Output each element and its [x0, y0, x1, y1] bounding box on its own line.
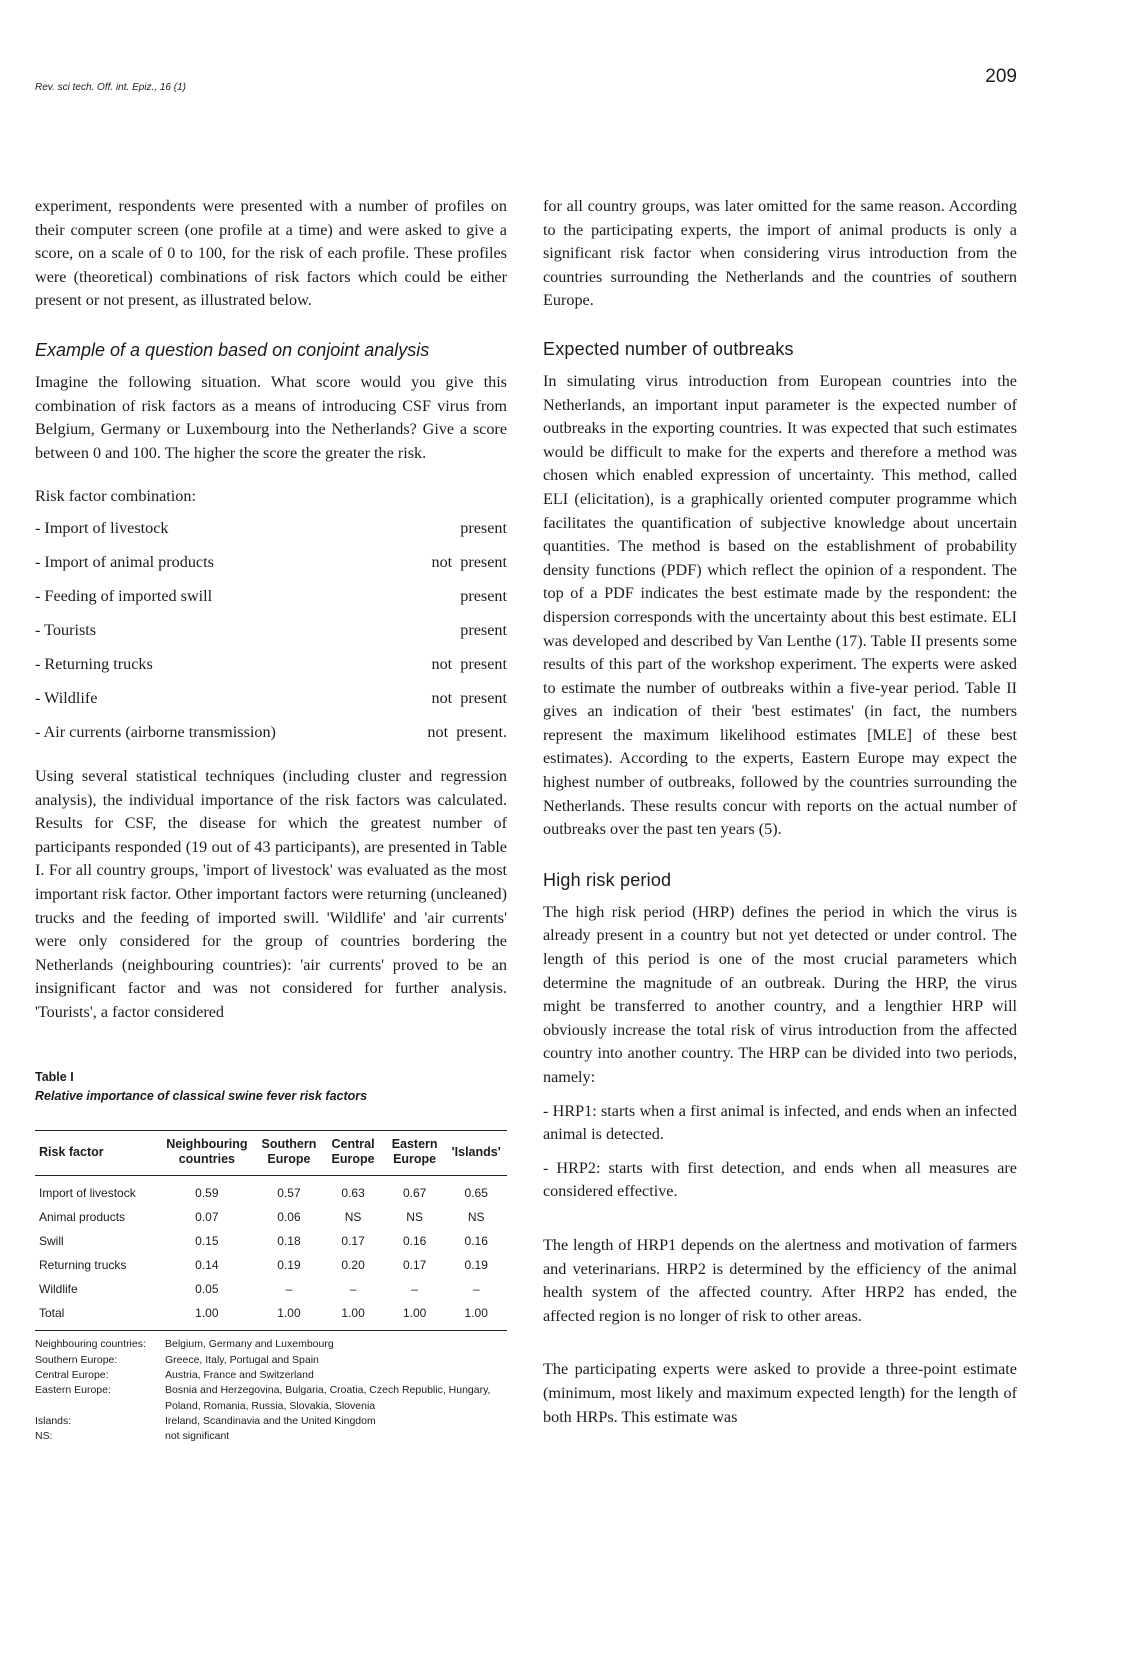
- table-cell: 0.16: [402, 1234, 427, 1249]
- table-cell: Swill: [39, 1234, 64, 1249]
- table-cell: 0.65: [464, 1186, 488, 1201]
- risk-factor-item: [35, 517, 507, 551]
- footnote-key: Islands:: [35, 1414, 72, 1427]
- column-header: Eastern Europe: [384, 1131, 446, 1176]
- table-cell: –: [411, 1282, 418, 1297]
- paragraph: The high risk period (HRP) defines the period in which the virus is already present in a country but not yet detected or under control. The length of this period is one of the most crucial parameters which determine the magnitude of an outbreak. During the HRP, the virus might be transferred to another country, and a lengthier HRP will obviously increase the total risk of virus introduction from the affected country into another country. The HRP can be divided into two periods, namely:: [543, 902, 1017, 1086]
- footnote-value: Greece, Italy, Portugal and Spain: [165, 1353, 319, 1366]
- paragraph: Imagine the following situation. What score would you give this combination of risk factors as a means of introducing CSF virus from Belgium, Germany or Luxembourg into the Netherlands? Give a score between 0 and 100. The higher the score the greater the risk.: [35, 372, 507, 462]
- footnote-key: Eastern Europe:: [35, 1384, 111, 1397]
- footnote-value: Austria, France and Switzerland: [165, 1369, 314, 1382]
- table-cell: 0.20: [341, 1258, 365, 1273]
- table-cell: 0.63: [341, 1186, 365, 1201]
- risk-factor-status: not present.: [427, 722, 507, 741]
- table-cell: NS: [406, 1210, 423, 1225]
- table-header-row: [35, 1131, 507, 1176]
- risk-factor-label: - Import of animal products: [35, 552, 214, 571]
- footnote-key: Southern Europe:: [35, 1353, 118, 1366]
- table-title: Relative importance of classical swine fever risk factors: [35, 1089, 368, 1104]
- table-cell: 0.19: [464, 1258, 488, 1273]
- right-column: [543, 195, 1017, 1429]
- table-cell: 1.00: [445, 1301, 507, 1331]
- risk-factor-label: - Air currents (airborne transmission): [35, 722, 276, 741]
- hrp-definition: - HRP1: starts when a first animal is infected, and ends when an infected animal is detected.: [543, 1101, 1017, 1144]
- table-footnote: [35, 1429, 507, 1444]
- table-cell: 1.00: [322, 1301, 384, 1331]
- table-cell: 0.57: [277, 1186, 301, 1201]
- table-caption: [35, 1068, 507, 1106]
- column-header: Risk factor: [35, 1131, 158, 1176]
- risk-factor-item: [35, 653, 507, 687]
- table-label: Table I: [35, 1070, 74, 1085]
- table-cell: –: [349, 1282, 357, 1297]
- table-cell: NS: [344, 1210, 362, 1225]
- example-heading: Example of a question based on conjoint analysis: [35, 339, 430, 360]
- table-row: [35, 1205, 507, 1229]
- table-cell: 0.19: [277, 1258, 301, 1273]
- table-cell: Total: [35, 1301, 158, 1331]
- table-cell: –: [472, 1282, 480, 1297]
- risk-factor-status: present: [460, 586, 507, 605]
- table-cell: 0.18: [277, 1234, 301, 1249]
- risk-factor-status: present: [460, 518, 507, 537]
- risk-factor-status: present: [460, 620, 507, 639]
- table-footnote: [35, 1337, 507, 1352]
- section-heading: Expected number of outbreaks: [543, 338, 794, 359]
- risk-combination-intro: Risk factor combination:: [35, 487, 196, 506]
- column-header: Central Europe: [322, 1131, 384, 1176]
- risk-factor-label: - Feeding of imported swill: [35, 586, 213, 605]
- table-cell: Returning trucks: [39, 1258, 127, 1273]
- risk-factor-status: not present: [431, 552, 507, 571]
- table-cell: 1.00: [256, 1301, 323, 1331]
- column-header: 'Islands': [445, 1131, 507, 1176]
- table-cell: 0.15: [195, 1234, 219, 1249]
- paragraph: experiment, respondents were presented with a number of profiles on their computer screen (one profile at a time) and were asked to give a score, on a scale of 0 to 100, for the risk of each profile. These profiles were (theoretical) combinations of risk factors which could be either present or not present, as illustrated below.: [35, 197, 507, 310]
- table-cell: 0.67: [402, 1186, 427, 1201]
- table-cell: 0.07: [195, 1210, 219, 1225]
- table-footnote: [35, 1414, 507, 1429]
- footnote-value: not significant: [165, 1430, 230, 1443]
- table-cell: 0.17: [341, 1234, 365, 1249]
- risk-importance-table: [35, 1130, 507, 1331]
- paragraph: The length of HRP1 depends on the alertness and motivation of farmers and veterinarians. HRP2 is determined by the efficiency of the animal health system of the affected country. After HRP2 has ended, the affected region is no longer of risk to other areas.: [543, 1235, 1017, 1325]
- risk-factor-label: - Wildlife: [35, 688, 98, 707]
- footnote-value: Bosnia and Herzegovina, Bulgaria, Croatia, Czech Republic, Hungary, Poland, Romania, Russia, Slovakia, Slovenia: [165, 1384, 491, 1412]
- risk-factor-item: [35, 551, 507, 585]
- running-head: Rev. sci tech. Off. int. Epiz., 16 (1): [35, 82, 186, 93]
- footnote-key: Neighbouring countries:: [35, 1338, 146, 1351]
- table-footnote: [35, 1368, 507, 1383]
- table-cell: NS: [467, 1210, 485, 1225]
- footnote-key: Central Europe:: [35, 1369, 109, 1382]
- risk-factor-status: not present: [431, 654, 507, 673]
- table-cell: Animal products: [39, 1210, 126, 1225]
- risk-factor-item: [35, 687, 507, 721]
- paragraph: for all country groups, was later omitted for the same reason. According to the participating experts, the import of animal products is only a significant risk factor when considering virus introduction from the countries surrounding the Netherlands and the countries of southern Europe.: [543, 197, 1017, 310]
- table-cell: 1.00: [158, 1301, 255, 1331]
- column-header: Neighbouring countries: [158, 1131, 255, 1176]
- page-number: 209: [985, 66, 1017, 87]
- table-row: [35, 1277, 507, 1301]
- table-cell: 0.16: [464, 1234, 488, 1249]
- table-row: [35, 1181, 507, 1205]
- risk-factor-label: - Returning trucks: [35, 654, 153, 673]
- risk-factor-item: [35, 721, 507, 755]
- table-footnote: [35, 1383, 507, 1414]
- column-header: Southern Europe: [256, 1131, 323, 1176]
- footnote-key: NS:: [35, 1430, 53, 1443]
- risk-factor-list: [35, 517, 507, 755]
- table-cell: Wildlife: [39, 1282, 78, 1297]
- table-row: [35, 1229, 507, 1253]
- left-column: [35, 195, 507, 1445]
- table-cell: Import of livestock: [39, 1186, 136, 1201]
- table-footnote: [35, 1353, 507, 1368]
- hrp-definition: - HRP2: starts with first detection, and ends when all measures are considered effective.: [543, 1158, 1017, 1201]
- paragraph: In simulating virus introduction from European countries into the Netherlands, an important input parameter is the expected number of outbreaks in the exporting countries. It was expected that such estimates would be difficult to make for the experts and therefore a method was chosen which enabled expression of uncertainty. This method, called ELI (elicitation), is a graphically oriented computer programme which facilitates the quantification of subjective knowledge about uncertain quantities. The method is based on the establishment of probability density functions (PDF) which reflect the opinion of a respondent. The top of a PDF indicates the best estimate made by the respondent: the dispersion corresponds with the uncertainty about this best estimate. ELI was developed and described by Van Lenthe (17). Table II presents some results of this part of the workshop experiment. The experts were asked to estimate the number of outbreaks within a five-year period. Table II gives an indication of their 'best estimates' (in fact, the numbers represent the maximum likelihood estimates [MLE] of these best estimates). According to the experts, Eastern Europe may expect the highest number of outbreaks, followed by the countries surrounding the Netherlands. These results concur with reports on the actual number of outbreaks over the past ten years (5).: [543, 371, 1017, 839]
- risk-factor-item: [35, 585, 507, 619]
- risk-factor-label: - Import of livestock: [35, 518, 169, 537]
- table-cell: 1.00: [384, 1301, 446, 1331]
- footnote-value: Ireland, Scandinavia and the United Kingdom: [165, 1414, 376, 1427]
- table-cell: 0.59: [195, 1186, 219, 1201]
- paragraph: The participating experts were asked to provide a three-point estimate (minimum, most likely and maximum expected length) for the length of both HRPs. This estimate was: [543, 1360, 1017, 1426]
- footnote-value: Belgium, Germany and Luxembourg: [165, 1338, 334, 1351]
- risk-factor-item: [35, 619, 507, 653]
- table-cell: –: [285, 1282, 293, 1297]
- table-row-total: [35, 1301, 507, 1331]
- risk-factor-status: not present: [431, 688, 507, 707]
- paragraph: Using several statistical techniques (including cluster and regression analysis), the individual importance of the risk factors was calculated. Results for CSF, the disease for which the greatest number of participants responded (19 out of 43 participants), are presented in Table I. For all country groups, 'import of livestock' was evaluated as the most important risk factor. Other important factors were returning (uncleaned) trucks and the feeding of imported swill. 'Wildlife' and 'air currents' were only considered for the group of countries bordering the Netherlands (neighbouring countries): 'air currents' proved to be an insignificant factor and was not considered for further analysis. 'Tourists', a factor considered: [35, 766, 507, 1021]
- table-row: [35, 1253, 507, 1277]
- table-cell: 0.17: [402, 1258, 427, 1273]
- section-heading: High risk period: [543, 869, 672, 890]
- table-footnotes: [35, 1337, 507, 1444]
- table-cell: 0.05: [195, 1282, 219, 1297]
- risk-factor-label: - Tourists: [35, 620, 97, 639]
- table-cell: 0.14: [195, 1258, 219, 1273]
- table-cell: 0.06: [277, 1210, 301, 1225]
